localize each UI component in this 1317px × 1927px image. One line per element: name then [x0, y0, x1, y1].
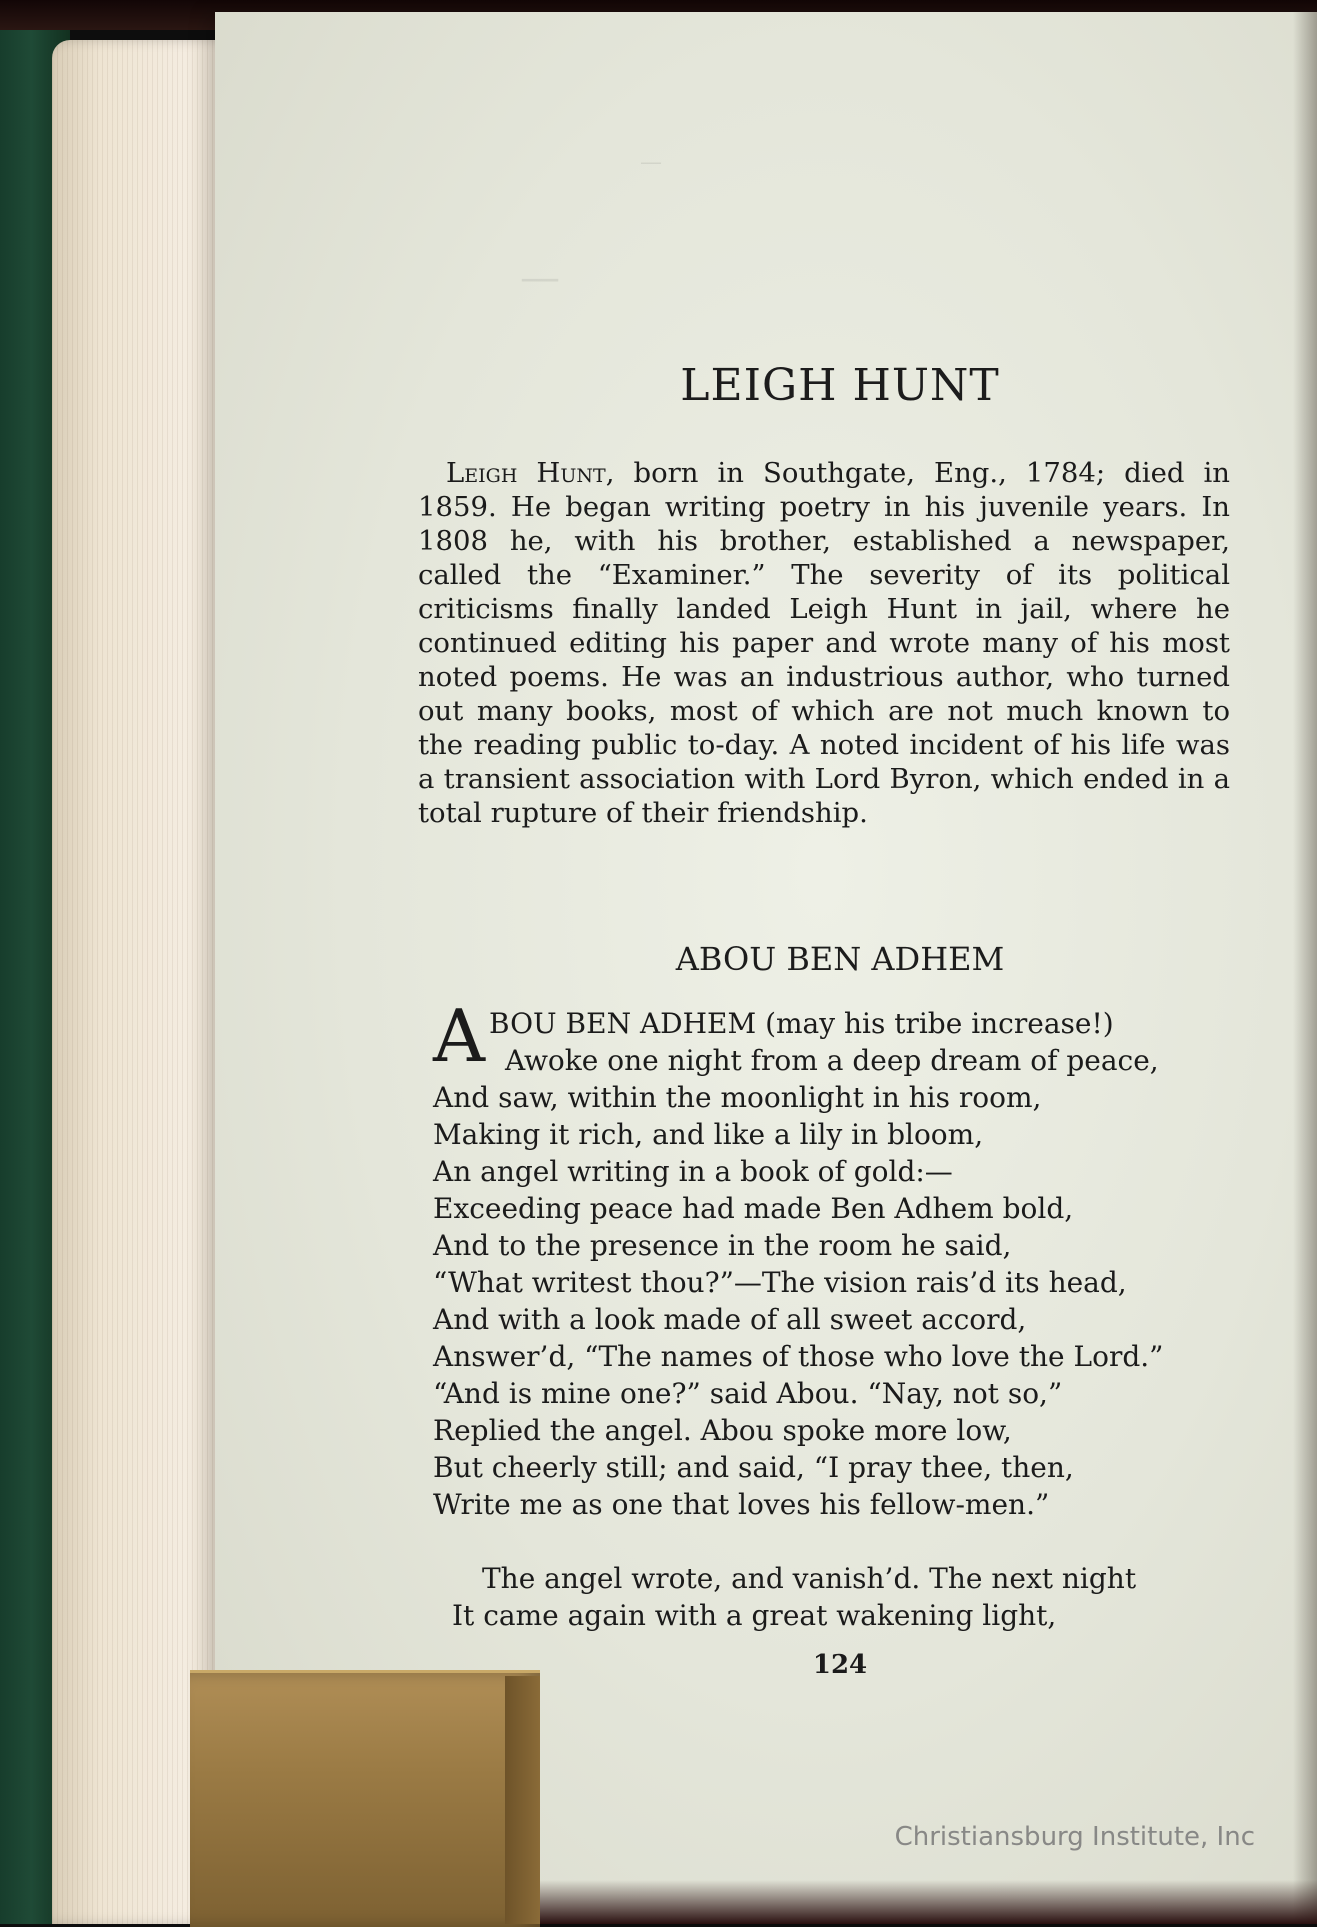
poem-line: Write me as one that loves his fellow-men.”: [433, 1488, 1050, 1521]
poem-line: BOU BEN ADHEM (may his tribe increase!): [489, 1007, 1114, 1040]
brass-book-stand: [190, 1670, 540, 1927]
page-right-shadow: [1293, 12, 1317, 1924]
bottom-shadow: [540, 1880, 1317, 1924]
author-biography: [418, 456, 1230, 830]
poem-line: An angel writing in a book of gold:—: [433, 1155, 953, 1188]
poem-line: “What writest thou?”—The vision rais’d its head,: [433, 1266, 1127, 1299]
biography-text: , born in Southgate, Eng., 1784; died in 1859. He began writing poetry in his juvenile years. In 1808 he, with his brother, established a newspaper, called the “Examiner.” The severity of its political criticisms finally landed Leigh Hunt in jail, where he continued editing his paper and wrote many of his most noted poems. He was an industrious author, who turned out many books, most of which are not much known to the reading public to-day. A noted incident of his life was a transient association with Lord Byron, which ended in a total rupture of their friendship.: [418, 457, 1230, 829]
poem-line: Replied the angel. Abou spoke more low,: [433, 1414, 1012, 1447]
poem-stanza-1: [433, 1005, 1263, 1523]
page-number: 124: [812, 1650, 868, 1680]
watermark: Christiansburg Institute, Inc: [894, 1822, 1255, 1852]
poem-line: But cheerly still; and said, “I pray thee, then,: [433, 1451, 1074, 1484]
show-through-text: —: [520, 255, 563, 301]
poem-title: ABOU BEN ADHEM: [675, 940, 1005, 978]
poem-line: The angel wrote, and vanish’d. The next night: [482, 1562, 1137, 1595]
drop-cap: A: [433, 994, 485, 1078]
poem-line: It came again with a great wakening light,: [452, 1599, 1057, 1632]
poem-line: Exceeding peace had made Ben Adhem bold,: [433, 1192, 1074, 1225]
poem-line: Making it rich, and like a lily in bloom,: [433, 1118, 984, 1151]
poem-line: “And is mine one?” said Abou. “Nay, not so,”: [433, 1377, 1063, 1410]
poem-line: Awoke one night from a deep dream of peace,: [505, 1044, 1159, 1077]
book-stand-edge: [505, 1676, 540, 1924]
author-name: Leigh Hunt: [446, 457, 606, 489]
page-title: LEIGH HUNT: [680, 360, 1000, 411]
poem-line: Answer’d, “The names of those who love the Lord.”: [433, 1340, 1164, 1373]
show-through-text: —: [640, 150, 664, 175]
poem-stanza-2: [452, 1560, 1272, 1634]
poem-line: And saw, within the moonlight in his room,: [433, 1081, 1042, 1114]
poem-line: And to the presence in the room he said,: [433, 1229, 1012, 1262]
poem-line: And with a look made of all sweet accord,: [433, 1303, 1027, 1336]
